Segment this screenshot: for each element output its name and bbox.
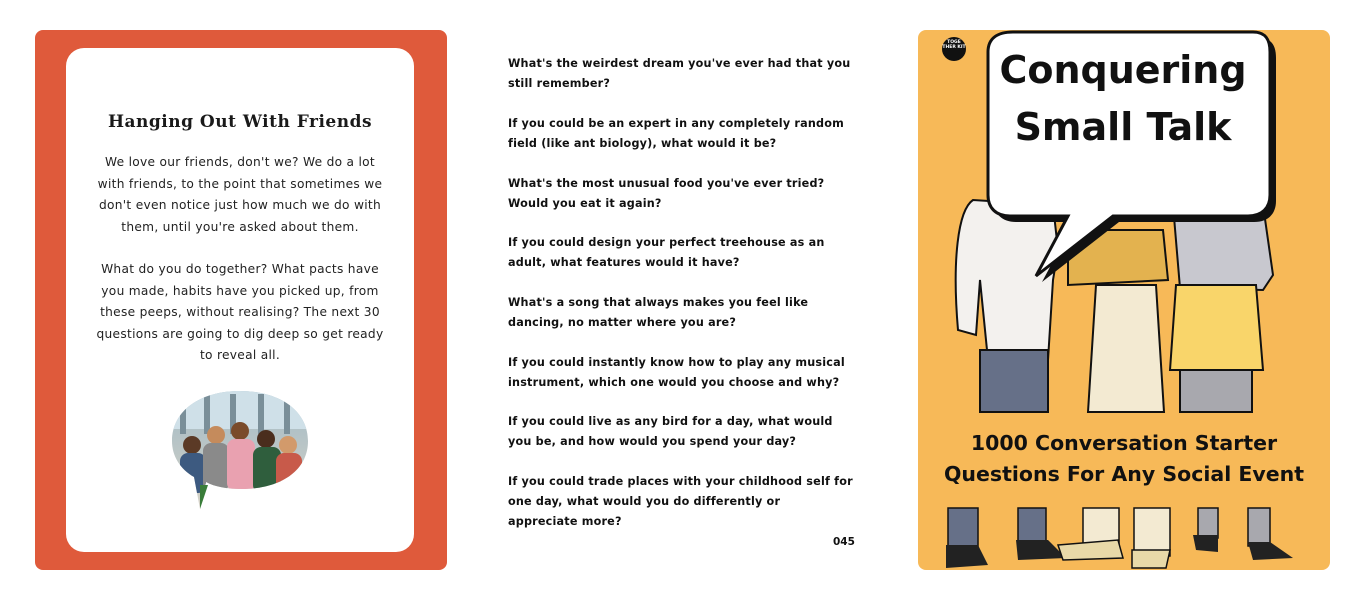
intro-paragraph-1: We love our friends, don't we? We do a lot with friends, to the point that sometimes we don't even notice just how much we do with them, until you're asked about them. [97, 155, 383, 234]
question-item: If you could instantly know how to play any musical instrument, which one would you choose and why? [508, 356, 845, 389]
cover-subtitle: 1000 Conversation Starter Questions For Any Social Event [943, 431, 1305, 486]
intro-paragraph-2: What do you do together? What pacts have you made, habits have you picked up, from these peeps, without realising? The next 30 questions are going to dig deep so get ready to reveal all. [96, 262, 384, 362]
question-item: If you could be an expert in any completely random field (like ant biology), what would it be? [508, 117, 844, 150]
question-item: If you could design your perfect treehouse as an adult, what features would it have? [508, 236, 825, 269]
book-cover [918, 30, 1330, 570]
chapter-intro-card [66, 48, 414, 552]
cover-title: Conquering Small Talk [999, 48, 1247, 149]
question-item: What's the weirdest dream you've ever had that you still remember? [508, 57, 851, 90]
questions-page [508, 50, 858, 560]
page-number: 045 [833, 536, 855, 548]
question-item: If you could trade places with your childhood self for one day, what would you do differently or appreciate more? [508, 475, 853, 528]
question-item: If you could live as any bird for a day, what would you be, and how would you spend your day? [508, 415, 833, 448]
friends-photo-bubble [170, 389, 310, 514]
chapter-title: Hanging Out With Friends [107, 112, 373, 132]
chapter-intro-page [35, 30, 447, 570]
question-item: What's the most unusual food you've ever tried? Would you eat it again? [508, 177, 825, 210]
question-item: What's a song that always makes you feel like dancing, no matter where you are? [508, 296, 809, 329]
brand-logo: TOGE THER KIT [942, 37, 966, 61]
